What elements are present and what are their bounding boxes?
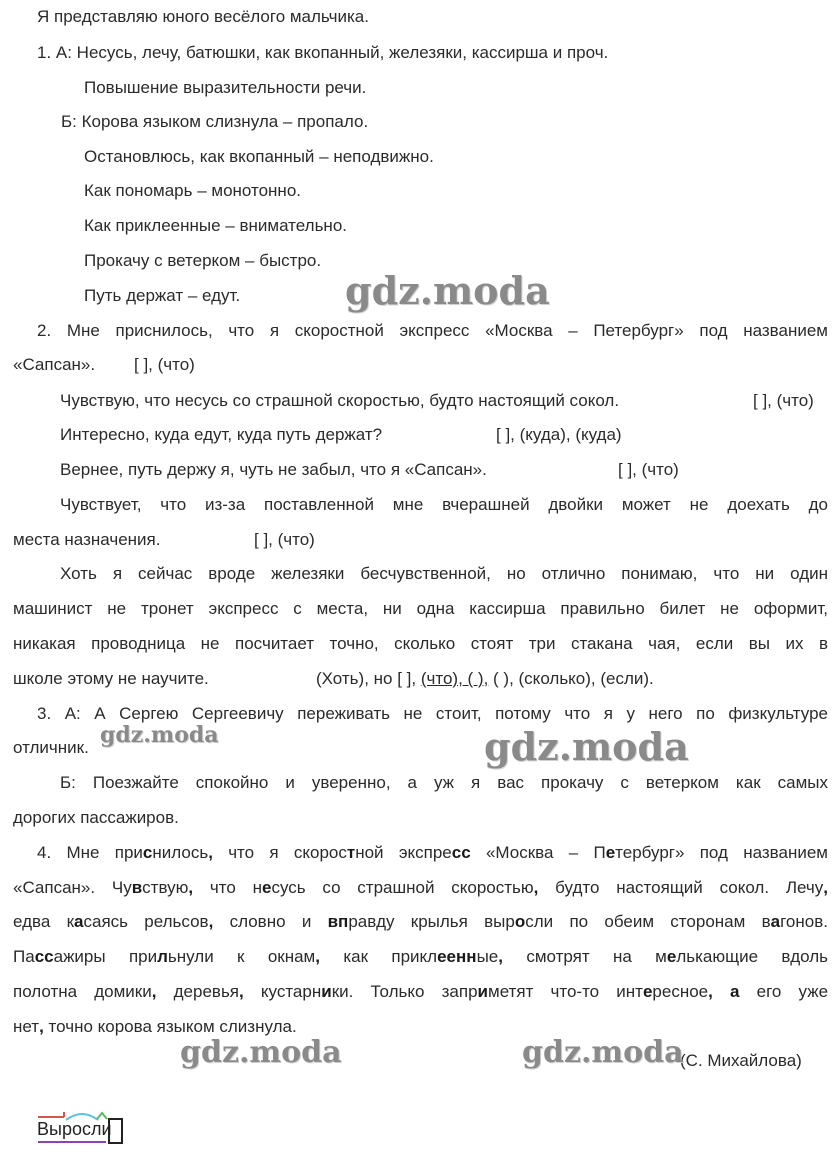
highlighted-letter: , xyxy=(208,843,213,862)
text-fragment: что я скорос xyxy=(212,843,347,862)
text-fragment: его уже xyxy=(739,982,829,1001)
text-fragment: нет xyxy=(13,1017,40,1036)
task2-sentence: Вернее, путь держу я, чуть не забыл, что я «Сапсан». xyxy=(60,460,487,479)
ending-box xyxy=(108,1118,123,1144)
task1-b-item: Как приклеенные – внимательно. xyxy=(84,216,347,235)
text-fragment: метят что-то инт xyxy=(488,982,643,1001)
text-fragment: смотрят на м xyxy=(502,947,667,966)
task4-line xyxy=(13,911,828,933)
text-fragment: «Сапсан». Чу xyxy=(13,878,132,897)
text-fragment: что н xyxy=(193,878,262,897)
task2-scheme: [ ], (что) xyxy=(753,391,814,410)
task2-sentence: школе этому не научите. xyxy=(13,669,209,688)
highlighted-letter: сс xyxy=(34,947,54,966)
task2-scheme: [ ], (что) xyxy=(134,355,195,374)
task1-b-item: Прокачу с ветерком – быстро. xyxy=(84,251,322,270)
highlighted-letter: с xyxy=(142,843,153,862)
text-fragment xyxy=(713,982,730,1001)
text-fragment: сусь со страшной скоростью xyxy=(271,878,534,897)
highlighted-letter: а xyxy=(730,982,740,1001)
highlighted-letter: е xyxy=(446,947,457,966)
highlighted-letter: , xyxy=(208,912,214,931)
highlighted-letter: е xyxy=(666,947,677,966)
text-fragment: 4. Мне при xyxy=(37,843,143,862)
watermark: gdz.moda xyxy=(484,724,689,769)
highlighted-letter: а xyxy=(770,912,781,931)
text-fragment: ной экспре xyxy=(355,843,452,862)
highlighted-letter: сс xyxy=(451,843,471,862)
highlighted-letter: , xyxy=(315,947,320,966)
text-fragment: полотна домики xyxy=(13,982,152,1001)
highlighted-letter: е xyxy=(605,843,616,862)
task2-scheme: [ ], (что) xyxy=(618,460,679,479)
task1-b-line: Б: Корова языком слизнула – пропало. xyxy=(61,112,369,131)
task1-a-answer: Повышение выразительности речи. xyxy=(84,78,367,97)
task2-scheme: [ ], (что) xyxy=(254,530,315,549)
highlighted-letter: вп xyxy=(327,912,349,931)
task3-a-line: 3. А: А Сергею Сергеевичу переживать не стоит, потому что я у него по физкультуре xyxy=(37,704,828,723)
highlighted-letter: нн xyxy=(456,947,477,966)
text-fragment: тербург» под названием xyxy=(615,843,828,862)
highlighted-letter: , xyxy=(533,878,539,897)
task4-line xyxy=(13,981,828,1003)
text-fragment: нилось xyxy=(152,843,209,862)
highlighted-letter: и xyxy=(477,982,488,1001)
highlighted-letter: л xyxy=(157,947,168,966)
text-fragment: едва к xyxy=(13,912,75,931)
task1-a-line: 1. А: Несусь, лечу, батюшки, как вкопанный, железяки, кассирша и проч. xyxy=(37,43,609,62)
text-fragment: «Москва – П xyxy=(470,843,606,862)
scheme-part: (Хоть), но [ ], xyxy=(316,669,417,688)
text-fragment: кустарн xyxy=(243,982,322,1001)
text-fragment: ствую xyxy=(142,878,189,897)
text-fragment: ые xyxy=(476,947,499,966)
task1-b-item: Путь держат – едут. xyxy=(84,286,241,305)
morpheme-analysis xyxy=(36,1110,126,1149)
highlighted-letter: , xyxy=(498,947,503,966)
analyzed-word: Выросли xyxy=(37,1119,112,1139)
task2-sentence: места назначения. xyxy=(13,530,161,549)
highlighted-letter: т xyxy=(346,843,356,862)
task1-b-item: Остановлюсь, как вкопанный – неподвижно. xyxy=(84,147,434,166)
task2-line: 2. Мне приснилось, что я скоростной экспресс «Москва – Петербург» под названием xyxy=(37,321,828,340)
text-fragment: ьнули к окнам xyxy=(167,947,316,966)
intro-line: Я представляю юного весёлого мальчика. xyxy=(37,7,369,26)
task2-sentence: Интересно, куда едут, куда путь держат? xyxy=(60,425,383,444)
task4-line xyxy=(13,946,828,968)
task2-scheme: [ ], (куда), (куда) xyxy=(496,425,622,444)
highlighted-letter: и xyxy=(321,982,332,1001)
task3-b-line: Б: Поезжайте спокойно и уверенно, а уж я вас прокачу с ветерком как самых xyxy=(60,773,828,792)
watermark: gdz.moda xyxy=(100,722,219,748)
task2-sentence: «Сапсан». xyxy=(13,355,96,374)
task2-sentence: Хоть я сейчас вроде железяки бесчувственной, но отлично понимаю, что ни один xyxy=(60,564,828,583)
watermark: gdz.moda xyxy=(522,1035,684,1070)
highlighted-letter: е xyxy=(437,947,447,966)
task3-a-line: отличник. xyxy=(13,738,89,757)
task4-line xyxy=(13,877,828,899)
task2-sentence: Чувствует, что из-за поставленной мне вчерашней двойки может не доехать до xyxy=(60,495,828,514)
highlighted-letter: , xyxy=(239,982,244,1001)
scheme-part: ( ), (сколько), (если). xyxy=(493,669,654,688)
text-fragment: гонов. xyxy=(780,912,828,931)
text-fragment: саясь рельсов xyxy=(83,912,209,931)
text-fragment: сли по обеим сторонам в xyxy=(525,912,771,931)
task2-sentence: машинист не тронет экспресс с места, ни одна кассирша правильно билет не оформит, xyxy=(13,599,828,618)
text-fragment: будто настоящий сокол. Лечу xyxy=(538,878,824,897)
highlighted-letter: , xyxy=(151,982,157,1001)
text-fragment: ажиры при xyxy=(53,947,158,966)
highlighted-letter: о xyxy=(514,912,526,931)
text-fragment: ки. Только запр xyxy=(331,982,478,1001)
task2-scheme xyxy=(316,668,654,690)
text-fragment: как прикл xyxy=(319,947,438,966)
text-fragment: деревья xyxy=(156,982,240,1001)
highlighted-letter: е xyxy=(261,878,272,897)
highlighted-letter: , xyxy=(188,878,194,897)
watermark: gdz.moda xyxy=(345,268,550,313)
scheme-underlined-part: (что), ( ), xyxy=(420,669,489,688)
text-fragment: словно и xyxy=(213,912,328,931)
text-fragment: Па xyxy=(13,947,35,966)
text-fragment: ресное xyxy=(652,982,709,1001)
highlighted-letter: е xyxy=(642,982,653,1001)
highlighted-letter: , xyxy=(39,1017,44,1036)
text-fragment: равду крылья выр xyxy=(348,912,515,931)
task3-b-line: дорогих пассажиров. xyxy=(13,808,179,827)
highlighted-letter: , xyxy=(708,982,713,1001)
task2-sentence: никакая проводница не посчитает точно, сколько стоят три стакана чая, если вы их в xyxy=(13,634,828,653)
task4-line xyxy=(37,842,828,864)
watermark: gdz.moda xyxy=(180,1035,342,1070)
text-fragment: точно корова языком слизнула. xyxy=(43,1017,297,1036)
highlighted-letter: в xyxy=(131,878,143,897)
highlighted-letter: а xyxy=(74,912,84,931)
text-fragment: лькающие вдоль xyxy=(676,947,828,966)
highlighted-letter: , xyxy=(823,878,828,897)
task1-b-item: Как пономарь – монотонно. xyxy=(84,181,301,200)
author-credit: (С. Михайлова) xyxy=(680,1051,802,1070)
task2-sentence: Чувствую, что несусь со страшной скоростью, будто настоящий сокол. xyxy=(60,391,620,410)
